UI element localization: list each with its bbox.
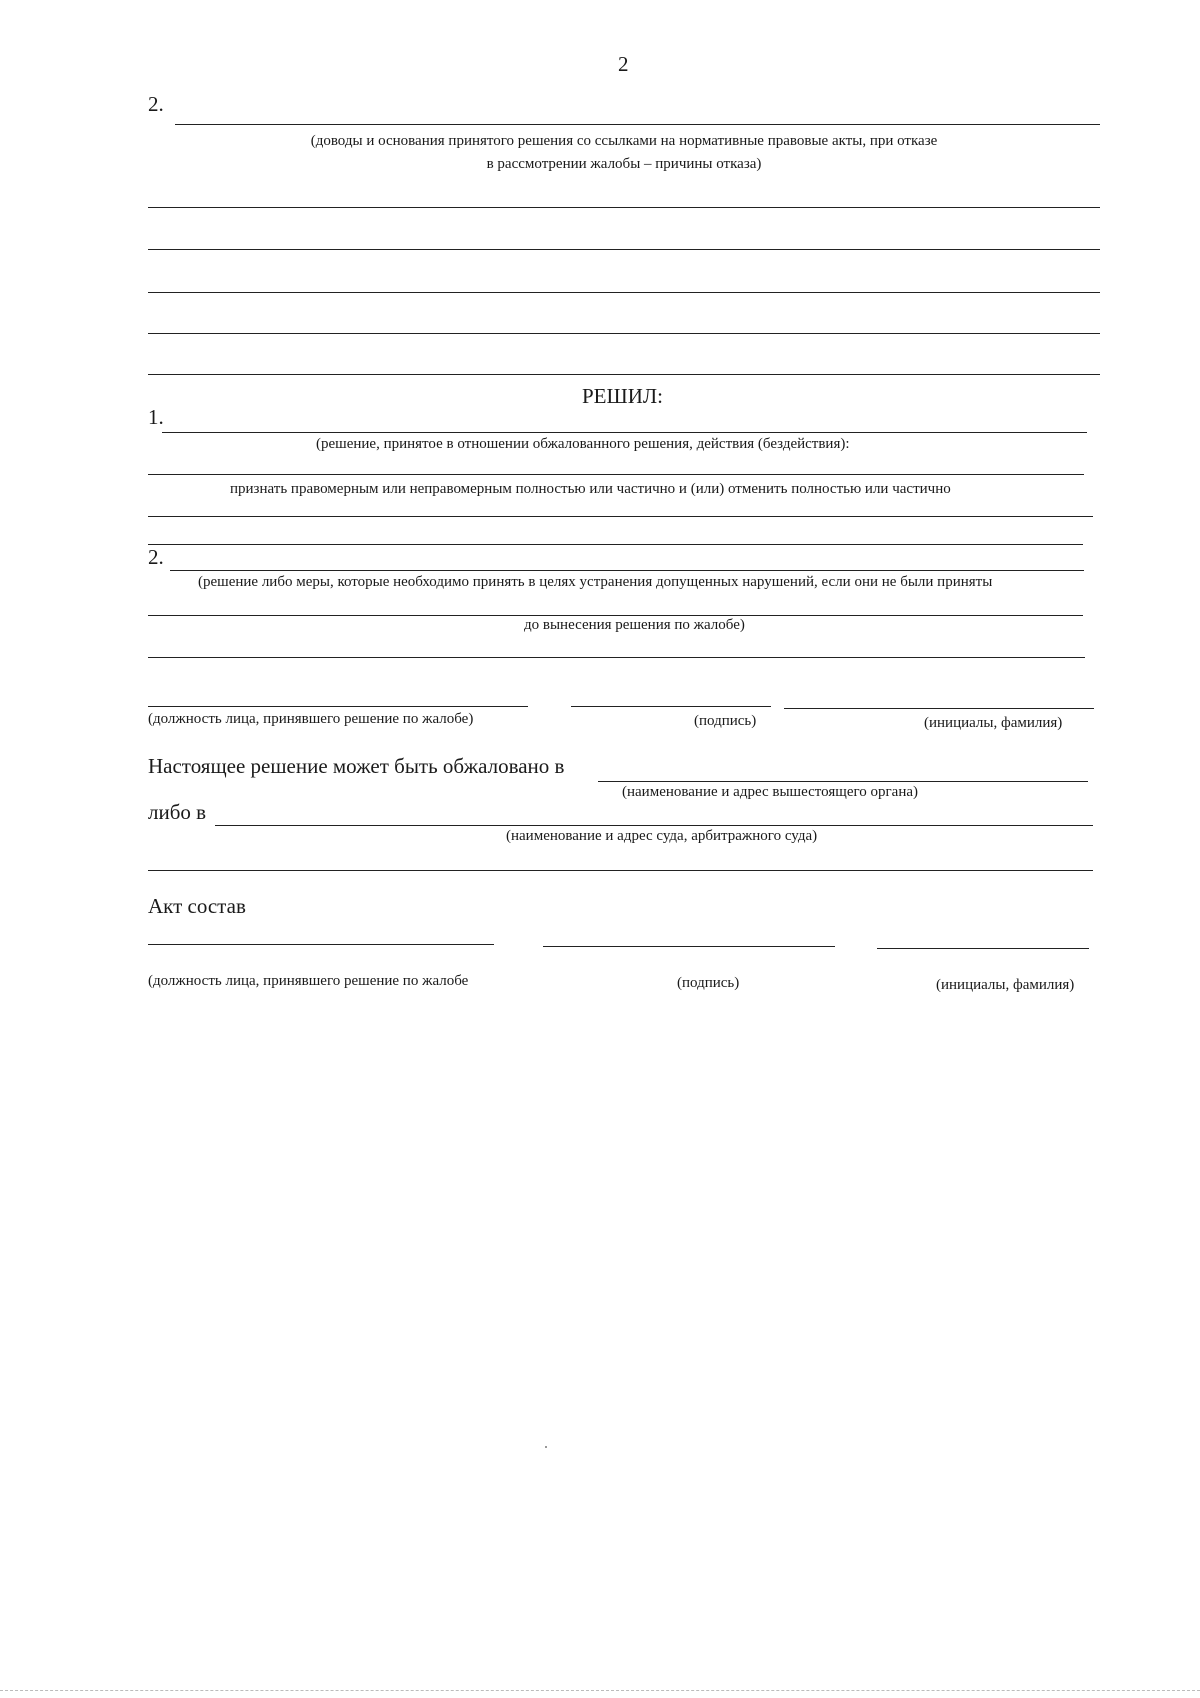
decided-item2-number: 2. (148, 545, 164, 569)
scan-speck (545, 1446, 547, 1448)
decided-item1-number: 1. (148, 405, 164, 429)
signature1-position-line (148, 706, 528, 707)
signature1-signature-caption: (подпись) (694, 713, 757, 729)
section-2-caption-line1: (доводы и основания принятого решения со ссылками на нормативные правовые акты, при отказе (310, 133, 938, 149)
appeal-or-fill-line (215, 825, 1093, 826)
decided-item2-caption2: до вынесения решения по жалобе) (524, 617, 745, 633)
signature2-name-line (877, 948, 1089, 949)
blank-line (148, 870, 1093, 871)
decided-item1-caption: (решение, принятое в отношении обжалованного решения, действия (бездействия): (316, 436, 850, 452)
section-2-number: 2. (148, 92, 164, 116)
appeal-or-text: либо в (148, 800, 207, 824)
blank-line (148, 249, 1100, 250)
section-2-caption-line2: в рассмотрении жалобы – причины отказа) (486, 156, 762, 172)
section-2-fill-line (175, 124, 1100, 125)
appeal-text: Настоящее решение может быть обжаловано в (148, 754, 565, 778)
signature1-name-caption: (инициалы, фамилия) (924, 715, 1063, 731)
blank-line (148, 292, 1100, 293)
blank-line (148, 516, 1093, 517)
decided-heading: РЕШИЛ: (582, 384, 663, 408)
decided-item2-fill-line (170, 570, 1084, 571)
blank-line (148, 333, 1100, 334)
scan-edge-line (0, 1690, 1200, 1691)
signature2-name-caption: (инициалы, фамилия) (936, 977, 1075, 993)
decided-item1-caption2: признать правомерным или неправомерным полностью или частично и (или) отменить полностью или частично (230, 481, 951, 497)
signature2-position-line (148, 944, 494, 945)
appeal-caption2: (наименование и адрес суда, арбитражного суда) (506, 828, 818, 844)
signature1-name-line (784, 708, 1094, 709)
page-number: 2 (618, 52, 629, 76)
blank-line (148, 474, 1084, 475)
blank-line (148, 544, 1083, 545)
blank-line (148, 657, 1085, 658)
appeal-fill-line (598, 781, 1088, 782)
signature2-signature-line (543, 946, 835, 947)
blank-line (148, 615, 1083, 616)
signature1-position-caption: (должность лица, принявшего решение по жалобе) (148, 711, 474, 727)
blank-line (148, 374, 1100, 375)
blank-line (148, 207, 1100, 208)
signature2-position-caption: (должность лица, принявшего решение по жалобе (148, 973, 469, 989)
signature2-signature-caption: (подпись) (677, 975, 740, 991)
decided-item1-fill-line (162, 432, 1087, 433)
signature1-signature-line (571, 706, 771, 707)
decided-item2-caption: (решение либо меры, которые необходимо принять в целях устранения допущенных нарушений, если они не были приняты (198, 574, 993, 590)
act-text: Акт состав (148, 894, 246, 918)
appeal-caption1: (наименование и адрес вышестоящего органа) (622, 784, 918, 800)
